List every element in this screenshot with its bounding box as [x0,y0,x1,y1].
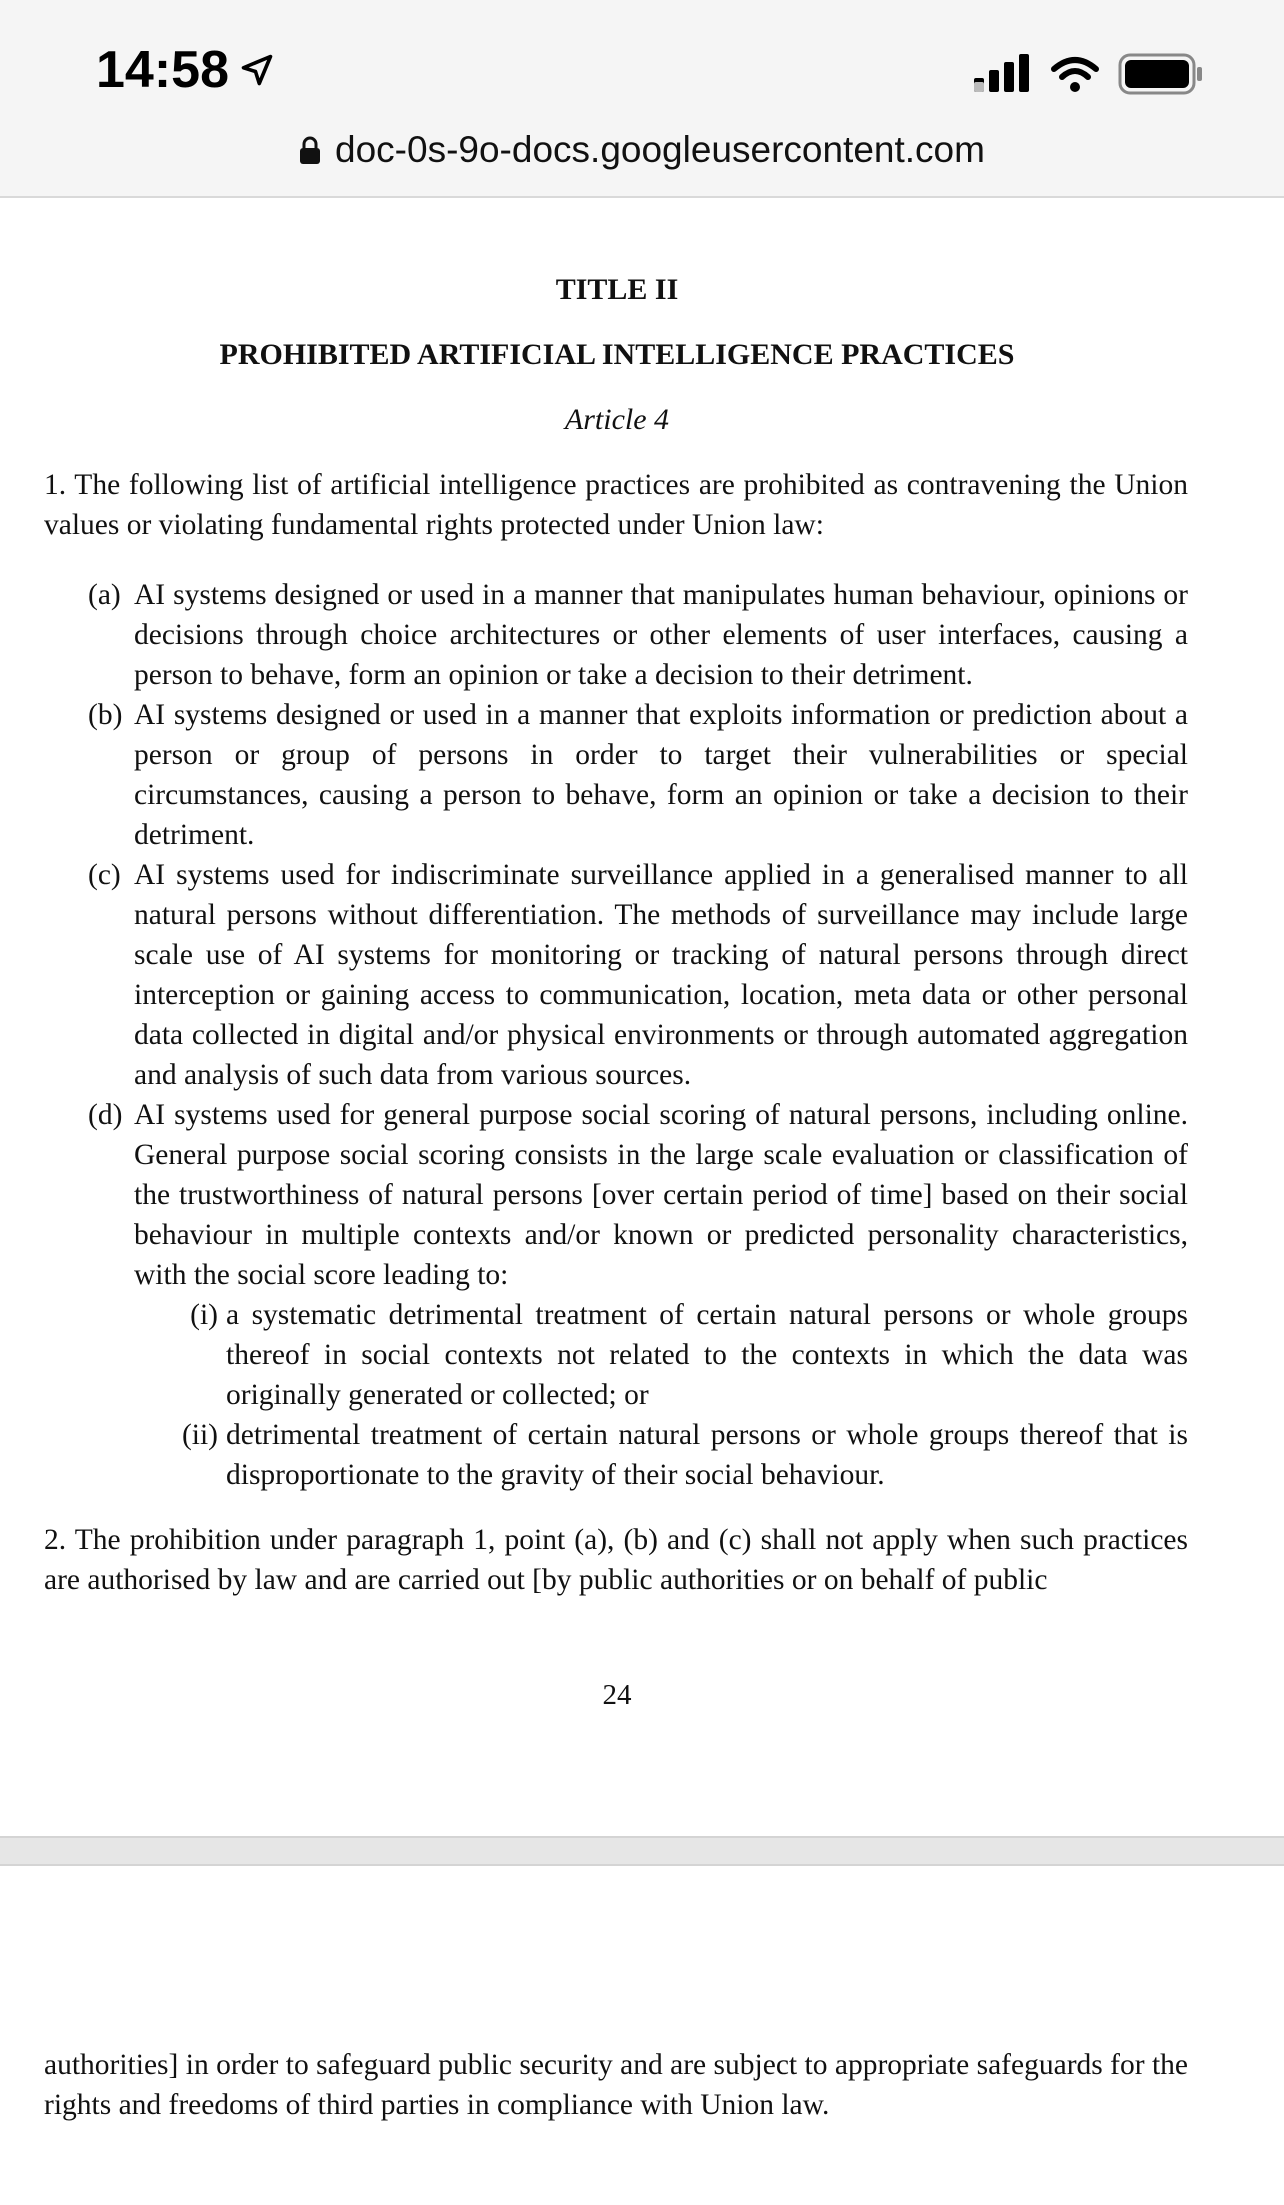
next-page-paragraph: authorities] in order to safeguard public security and are subject to appropriate safeguards for the rights and freedoms of third parties in compliance with Union law. [44,2049,1188,2121]
status-time-text: 14:58 [96,41,229,99]
list-item-text: AI systems designed or used in a manner that exploits information or prediction about a person or group of persons in order to target their vulnerabilities or special circumstances, causing a person to behave, form an opinion or take a decision to their detriment. [134,699,1188,851]
paragraph-1: 1. The following list of artificial intelligence practices are prohibited as contravening the Union values or violating fundamental rights protected under Union law: [44,469,1188,541]
list-item-label: (a) [88,579,121,611]
article-heading: Article 4 [564,403,670,436]
sub-list-item-label: (ii) [181,1419,218,1451]
document-subtitle: PROHIBITED ARTIFICIAL INTELLIGENCE PRACTICES [219,338,1015,371]
list-item [44,1095,1188,1295]
list-item-text: AI systems used for indiscriminate surveillance applied in a generalised manner to all natural persons without differentiation. The methods of surveillance may include large scale use of AI systems for monitoring or tracking of natural persons through direct interception or gaining access to communication, location, meta data or other personal data collected in digital and/or physical environments or through automated aggregation and analysis of such data from various sources. [134,859,1188,1091]
paragraph-2: 2. The prohibition under paragraph 1, point (a), (b) and (c) shall not apply when such practices are authorised by law and are carried out [by public authorities or on behalf of public [44,1524,1188,1596]
list-item-label: (d) [88,1099,123,1131]
list-item-text: AI systems designed or used in a manner that manipulates human behaviour, opinions or decisions through choice architectures or other elements of user interfaces, causing a person to behave, form an opinion or take a decision to their detriment. [134,579,1188,691]
page-number: 24 [602,1679,632,1711]
browser-top-bar [0,0,1284,198]
list-item-label: (b) [88,699,123,731]
list-item-label: (c) [88,859,121,891]
list-item [44,695,1188,855]
cellular-signal-icon [972,52,1032,96]
sub-list [134,1295,1188,1495]
url-text: doc-0s-9o-docs.googleusercontent.com [335,129,985,170]
sub-list-item [134,1415,1188,1495]
list-item-text: AI systems used for general purpose social scoring of natural persons, including online. General purpose social scoring consists in the large scale evaluation or classification of the trustworthiness of natural persons [over certain period of time] based on their social behaviour in multiple contexts and/or known or predicted personality characteristics, with the social score leading to: [134,1099,1188,1291]
page-separator [0,1836,1284,1866]
lock-icon [299,135,321,165]
wifi-icon [1050,55,1100,93]
list-item [44,575,1188,695]
address-bar[interactable] [0,125,1284,175]
list-item [44,855,1188,1095]
location-arrow-icon [239,52,275,88]
sub-list-item [134,1295,1188,1415]
document-title: TITLE II [555,273,679,306]
status-time [96,40,275,100]
sub-list-item-label: (i) [190,1299,218,1331]
prohibited-practices-list [44,575,1188,1495]
status-icons [972,52,1204,96]
sub-list-item-text: detrimental treatment of certain natural persons or whole groups thereof that is disproportionate to the gravity of their social behaviour. [226,1419,1188,1491]
battery-icon [1118,53,1204,95]
sub-list-item-text: a systematic detrimental treatment of certain natural persons or whole groups thereof in social contexts not related to the contexts in which the data was originally generated or collected; or [226,1299,1188,1411]
